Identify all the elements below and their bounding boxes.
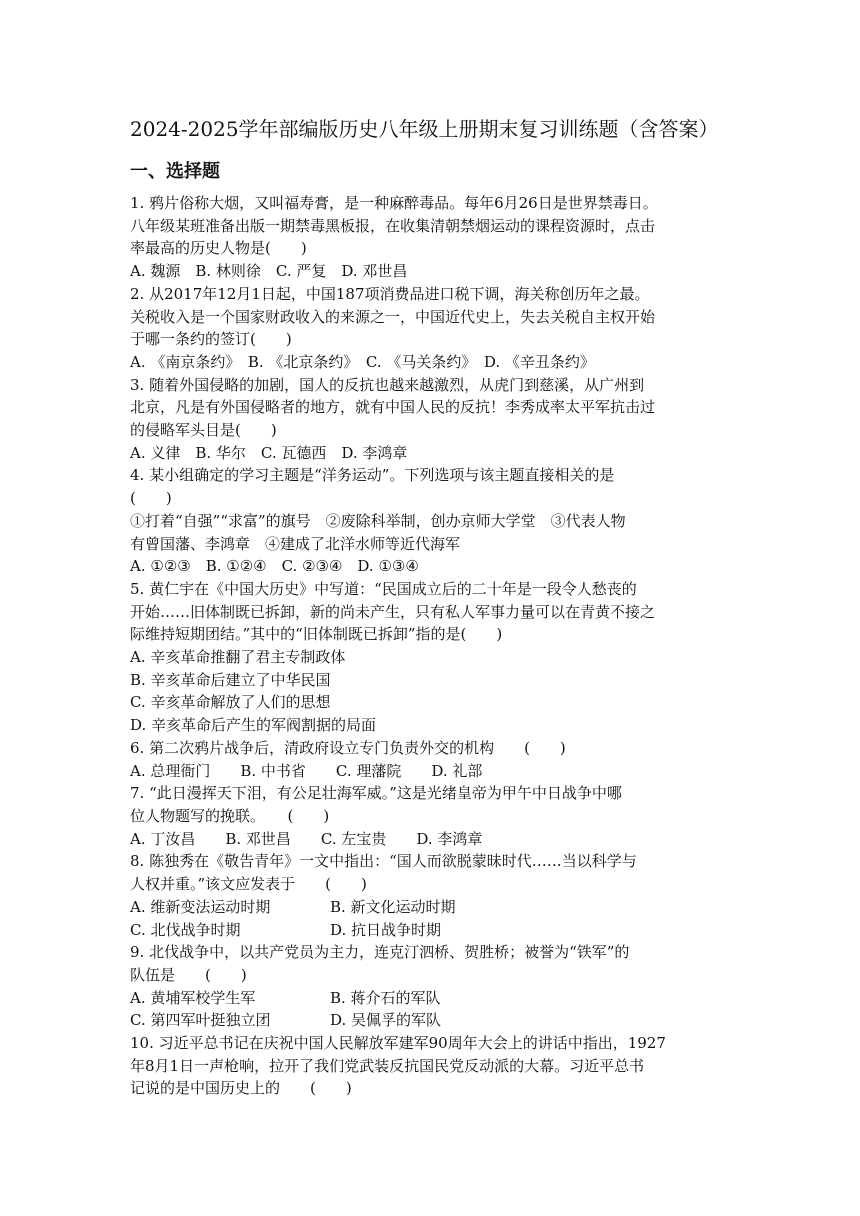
question-text-line: 关税收入是一个国家财政收入的来源之一，中国近代史上，失去关税自主权开始 <box>130 307 656 326</box>
question-6 <box>130 737 738 782</box>
question-10 <box>130 1032 738 1100</box>
question-3 <box>130 374 738 465</box>
question-5 <box>130 578 738 737</box>
answer-options: A. ①②③ B. ①②④ C. ②③④ D. ①③④ <box>130 557 419 576</box>
answer-options-row <box>130 896 738 919</box>
question-8 <box>130 850 738 941</box>
question-text-line: 8. 陈独秀在《敬告青年》一文中指出：“国人而欲脱蒙昧时代……当以科学与 <box>130 852 637 871</box>
answer-options-row <box>130 919 738 942</box>
answer-option: A. 辛亥革命推翻了君主专制政体 <box>130 648 346 667</box>
answer-option: C. 辛亥革命解放了人们的思想 <box>130 693 331 712</box>
answer-option: D. 吴佩孚的军队 <box>330 1011 442 1030</box>
question-text-line: 开始……旧体制既已拆卸，新的尚未产生，只有私人军事力量可以在青黄不接之 <box>130 602 656 621</box>
question-text-line: 年8月1日一声枪响，拉开了我们党武装反抗国民党反动派的大幕。习近平总书 <box>130 1056 645 1075</box>
question-text-line: 2. 从2017年12月1日起，中国187项消费品进口税下调，海关称创历年之最。 <box>130 284 650 303</box>
answer-options: A. 义律 B. 华尔 C. 瓦德西 D. 李鸿章 <box>130 443 408 462</box>
answer-option: B. 辛亥革命后建立了中华民国 <box>130 670 331 689</box>
answer-option: C. 北伐战争时期 <box>130 920 241 939</box>
question-list <box>130 192 738 1100</box>
question-text-line: 7. “此日漫挥天下泪，有公足壮海军威。”这是光绪皇帝为甲午中日战争中哪 <box>130 784 622 803</box>
question-text-line: 队伍是 ( ) <box>130 965 247 984</box>
answer-option: A. 维新变法运动时期 <box>130 897 271 916</box>
answer-option: A. 黄埔军校学生军 <box>130 988 256 1007</box>
question-2 <box>130 283 738 374</box>
document-title: 2024-2025学年部编版历史八年级上册期末复习训练题（含答案） <box>130 117 719 141</box>
question-text-line: ( ) <box>130 489 172 508</box>
question-text-line: ①打着“自强”“求富”的旗号 ②废除科举制，创办京师大学堂 ③代表人物 <box>130 511 626 530</box>
question-1 <box>130 192 738 283</box>
question-text-line: 记说的是中国历史上的 ( ) <box>130 1079 352 1098</box>
question-text-line: 有曾国藩、李鸿章 ④建成了北洋水师等近代海军 <box>130 534 461 553</box>
question-text-line: 4. 某小组确定的学习主题是“洋务运动”。下列选项与该主题直接相关的是 <box>130 466 615 485</box>
question-text-line: 于哪一条约的签订( ) <box>130 330 292 349</box>
answer-options: A. 总理衙门 B. 中书省 C. 理藩院 D. 礼部 <box>130 761 483 780</box>
section-heading: 一、选择题 <box>130 161 220 182</box>
question-text-line: 6. 第二次鸦片战争后，清政府设立专门负责外交的机构 ( ) <box>130 738 566 757</box>
answer-option: D. 抗日战争时期 <box>330 920 442 939</box>
question-text-line: 际维持短期团结。”其中的“旧体制既已拆卸”指的是( ) <box>130 625 503 644</box>
question-text-line: 3. 随着外国侵略的加剧，国人的反抗也越来越激烈，从虎门到慈溪，从广州到 <box>130 375 645 394</box>
question-text-line: 的侵略军头目是( ) <box>130 421 277 440</box>
question-4 <box>130 464 738 578</box>
question-text-line: 北京，凡是有外国侵略者的地方，就有中国人民的反抗！李秀成率太平军抗击过 <box>130 398 656 417</box>
question-9 <box>130 941 738 1032</box>
question-text-line: 9. 北伐战争中，以共产党员为主力，连克汀泗桥、贺胜桥；被誉为“铁军”的 <box>130 943 630 962</box>
question-text-line: 5. 黄仁宇在《中国大历史》中写道：“民国成立后的二十年是一段令人愁丧的 <box>130 579 637 598</box>
question-text-line: 位人物题写的挽联。 ( ) <box>130 806 330 825</box>
question-text-line: 1. 鸦片俗称大烟，又叫福寿膏，是一种麻醉毒品。每年6月26日是世界禁毒日。 <box>130 194 658 212</box>
question-text-line: 率最高的历史人物是( ) <box>130 239 307 258</box>
question-text-line: 10. 习近平总书记在庆祝中国人民解放军建军90周年大会上的讲话中指出，1927 <box>130 1034 666 1053</box>
answer-options-row <box>130 1009 738 1032</box>
answer-options: A. 《南京条约》 B. 《北京条约》 C. 《马关条约》 D. 《辛丑条约》 <box>130 352 595 371</box>
question-7 <box>130 782 738 850</box>
answer-option: B. 蒋介石的军队 <box>330 988 441 1007</box>
answer-options-row <box>130 987 738 1010</box>
question-text-line: 八年级某班准备出版一期禁毒黑板报，在收集清朝禁烟运动的课程资源时，点击 <box>130 216 656 235</box>
answer-options: A. 丁汝昌 B. 邓世昌 C. 左宝贵 D. 李鸿章 <box>130 829 483 848</box>
answer-option: D. 辛亥革命后产生的军阀割据的局面 <box>130 716 377 735</box>
answer-option: C. 第四军叶挺独立团 <box>130 1011 271 1030</box>
question-text-line: 人权并重。”该文应发表于 ( ) <box>130 875 367 894</box>
answer-options: A. 魏源 B. 林则徐 C. 严复 D. 邓世昌 <box>130 262 408 281</box>
answer-option: B. 新文化运动时期 <box>330 897 456 916</box>
